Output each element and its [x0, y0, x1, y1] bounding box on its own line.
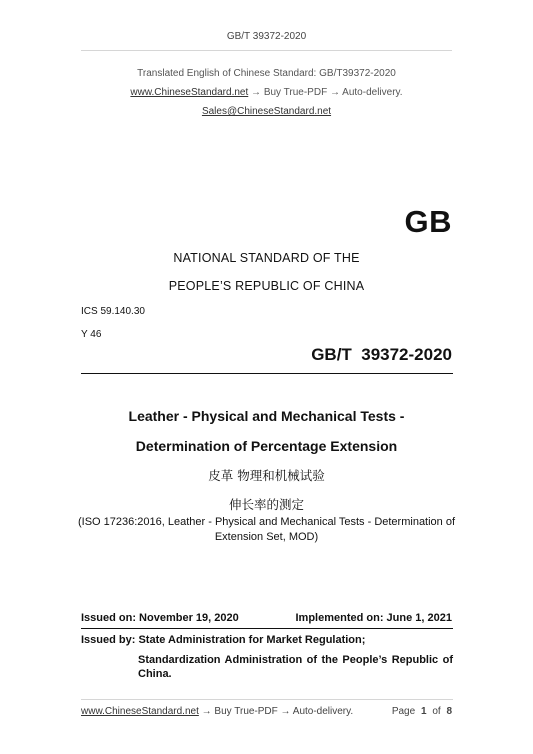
implemented-on-date: Implemented on: June 1, 2021: [295, 612, 452, 624]
banner-purchase-line: [0, 87, 533, 98]
iso-reference-line1: (ISO 17236:2016, Leather - Physical and Mechanical Tests - Determination of: [77, 516, 456, 528]
footer-purchase-text: → Buy True-PDF → Auto-delivery.: [198, 706, 354, 717]
page-total: 8: [446, 706, 452, 717]
standard-number: GB/T 39372-2020: [311, 345, 452, 364]
iso-reference-line2: Extension Set, MOD): [214, 531, 319, 543]
national-standard-line1: NATIONAL STANDARD OF THE: [173, 251, 360, 265]
issued-by: [81, 634, 453, 646]
gb-mark: GB: [404, 204, 452, 239]
footer-site-link[interactable]: www.ChineseStandard.net: [81, 706, 199, 717]
title-en-line2: Determination of Percentage Extension: [135, 438, 398, 454]
ccs-code: Y 46: [81, 329, 102, 340]
title-en-line1: Leather - Physical and Mechanical Tests -: [128, 408, 405, 424]
of-label: of: [432, 706, 441, 717]
banner-email-link[interactable]: Sales@ChineseStandard.net: [201, 106, 332, 117]
issued-on-date: Issued on: November 19, 2020: [81, 612, 239, 624]
banner-purchase-text: → Buy True-PDF → Auto-delivery.: [248, 87, 403, 98]
issuer-2-line2: China.: [138, 668, 172, 680]
banner-site-link[interactable]: www.ChineseStandard.net: [130, 87, 249, 98]
issued-by-label: Issued by:: [81, 634, 139, 646]
page-number: 1: [420, 706, 427, 717]
issuer-1: State Administration for Market Regulation;: [138, 634, 366, 646]
title-divider: [81, 373, 453, 374]
dates-divider: [81, 628, 453, 629]
footer-divider: [81, 699, 453, 700]
running-header: GB/T 39372-2020: [226, 31, 307, 42]
ics-code: ICS 59.140.30: [81, 306, 145, 317]
page-label: Page: [391, 706, 416, 717]
issuer-2-line1: Standardization Administration of the People’s Republic of: [138, 654, 453, 666]
banner-translation-line: Translated English of Chinese Standard: GB/T39372-2020: [137, 68, 396, 79]
national-standard-line2: PEOPLE’S REPUBLIC OF CHINA: [168, 279, 365, 293]
title-cn-line1: 皮革 物理和机械试验: [208, 468, 325, 483]
page-indicator: [392, 706, 452, 717]
title-cn-line2: 伸长率的测定: [228, 497, 304, 512]
banner-email-line: [0, 106, 533, 117]
footer-purchase-line: [81, 706, 353, 717]
header-divider: [81, 50, 452, 51]
